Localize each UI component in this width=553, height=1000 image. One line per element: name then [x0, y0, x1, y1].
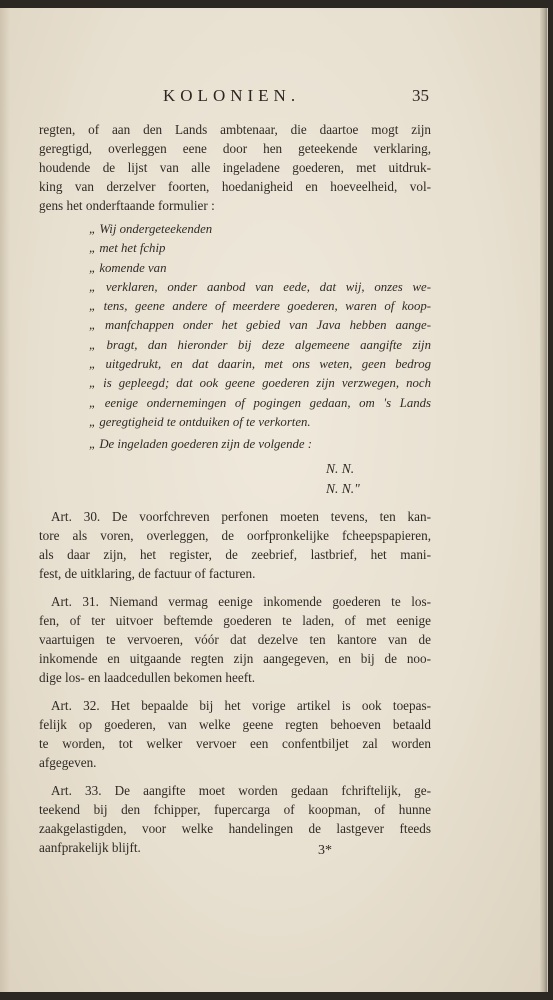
article-31 — [39, 592, 431, 687]
formula-line: „ eenige ondernemingen of pogingen gedaan, om 's Lands — [89, 395, 431, 410]
article-32 — [39, 696, 431, 772]
text-line: aanfprakelijk blijft. — [39, 839, 141, 855]
page-gutter-shadow — [0, 8, 10, 992]
text-line: regten, of aan den Lands ambtenaar, die daartoe mogt zijn — [39, 122, 431, 137]
text-line: Art. 33. De aangifte moet worden gedaan fchriftelijk, ge- — [51, 782, 431, 798]
text-line: houdende de lijst van alle ingeladene goederen, met uitdruk- — [39, 160, 431, 175]
formula-line: „ verklaren, onder aanbod van eede, dat wij, onzes we- — [89, 279, 431, 294]
formula-line: „ tens, geene andere of meerdere goederen, waren of koop- — [89, 299, 431, 314]
formula-line: „ komende van — [89, 260, 167, 275]
formula-line: „ bragt, dan hieronder bij deze algemeene aangifte zijn — [89, 337, 431, 352]
page-edge — [540, 8, 547, 992]
text-line: inkomende en uitgaande regten zijn aangegeven, en bij de noo- — [39, 650, 431, 666]
text-line: Art. 30. De voorfchreven perfonen moeten tevens, ten kan- — [51, 508, 431, 524]
page-number: 35 — [412, 86, 429, 105]
formula-line: „ De ingeladen goederen zijn de volgende : — [89, 437, 313, 452]
text-line: fest, de uitklaring, de factuur of facturen. — [39, 565, 256, 581]
text-line: gens het onderftaande formulier : — [39, 198, 215, 213]
text-line: geregtigd, overleggen eene door hen geteekende verklaring, — [39, 141, 431, 156]
text-line: tore als voren, overleggen, de oorfpronkelijke fcheepspapieren, — [39, 527, 431, 543]
article-33 — [39, 781, 431, 857]
formula-line: „ manfchappen onder het gebied van Java hebben aange- — [89, 318, 431, 333]
text-line: fen, of ter uitvoer beftemde goederen te laden, of met eenige — [39, 612, 431, 628]
formula-line: „ uitgedrukt, en dat daarin, met ons weten, geen bedrog — [89, 357, 431, 372]
text-line: Art. 32. Het bepaalde bij het vorige artikel is ook toepas- — [51, 697, 431, 713]
text-line: Art. 31. Niemand vermag eenige inkomende goederen te los- — [51, 593, 431, 609]
declaration-formula — [89, 220, 431, 455]
running-head: KOLONIEN. — [163, 86, 301, 105]
page-text — [39, 120, 431, 857]
text-line: te worden, tot welker vervoer een confentbiljet zal worden — [39, 735, 431, 751]
signature-line-2: N. N." — [326, 480, 360, 496]
text-line: felijk op goederen, van welke geene regten behoeven betaald — [39, 716, 431, 732]
formula-line: „ met het fchip — [89, 241, 166, 256]
text-line: als daar zijn, het register, de zeebrief, lastbrief, het mani- — [39, 546, 431, 562]
formula-line: „ is gepleegd; dat ook geene goederen zijn verzwegen, noch — [89, 376, 431, 391]
printer-signature-mark: 3* — [318, 843, 332, 858]
formula-line: „ Wij ondergeteekenden — [89, 222, 213, 236]
text-line: king van derzelver foorten, hoedanigheid en hoeveelheid, vol- — [39, 179, 431, 194]
formula-line: „ geregtigheid te ontduiken of te verkorten. — [89, 414, 311, 429]
text-line: afgegeven. — [39, 754, 97, 770]
signature-line-1: N. N. — [326, 460, 355, 476]
text-line: dige los- en laadcedullen bekomen heeft. — [39, 669, 256, 685]
intro-paragraph — [39, 120, 431, 215]
text-line: teekend bij den fchipper, fupercarga of koopman, of hunne — [39, 801, 431, 817]
article-30 — [39, 507, 431, 583]
page-header — [0, 86, 546, 110]
text-line: zaakgelastigden, voor welke handelingen de lastgever fteeds — [39, 820, 431, 836]
text-line: vaartuigen te vervoeren, vóór dat dezelve ten kantore van de — [39, 631, 431, 647]
